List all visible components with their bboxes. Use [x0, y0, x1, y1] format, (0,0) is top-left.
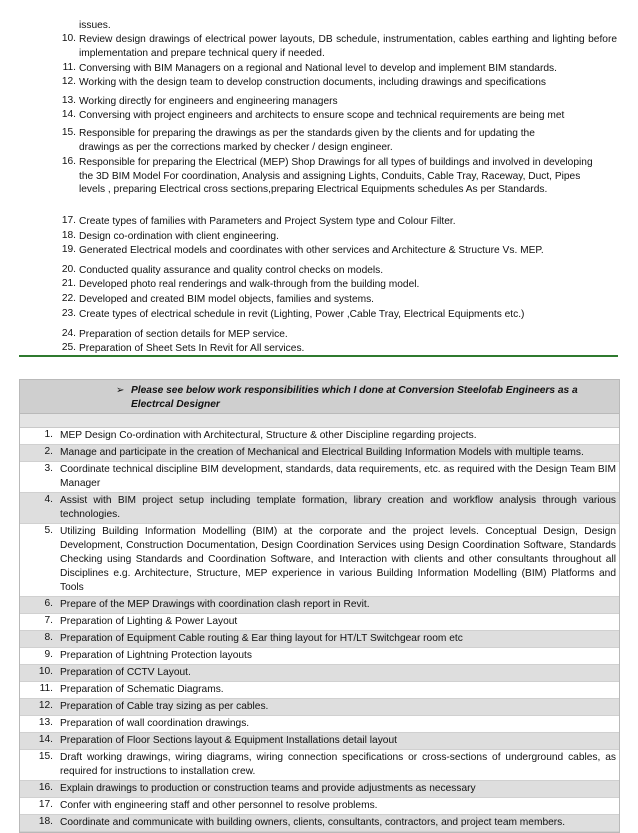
list-item-number: 14. — [61, 109, 76, 120]
row-text: Confer with engineering staff and other personnel to resolve problems. — [60, 800, 378, 811]
row-number: 11. — [39, 683, 53, 694]
row-text: Explain drawings to production or construction teams and provide adjustments as necessary — [60, 783, 476, 794]
list-item-text: Review design drawings of electrical power layouts, DB schedule, instrumentation, cables earthing and lighting before implementation and prepare technical query if needed. — [79, 34, 617, 59]
table-row — [20, 716, 619, 733]
table-row — [20, 733, 619, 750]
list-item-text: Preparation of section details for MEP service. — [79, 329, 288, 340]
table-row — [20, 524, 619, 597]
row-number: 9. — [44, 649, 53, 660]
list-item-text: Design co-ordination with client engineering. — [79, 231, 279, 242]
list-item-text: Conducted quality assurance and quality control checks on models. — [79, 265, 384, 276]
list-item-text: Create types of families with Parameters and Project System type and Colour Filter. — [79, 216, 456, 227]
list-item-number: 15. — [61, 127, 76, 138]
list-item-text: Working directly for engineers and engineering managers — [79, 96, 338, 107]
table-row — [20, 597, 619, 614]
row-text: Preparation of Equipment Cable routing & Ear thing layout for HT/LT Switchgear room etc — [60, 633, 463, 644]
row-number: 17. — [38, 799, 53, 810]
list-item-number: 21. — [61, 278, 76, 289]
row-text: Preparation of CCTV Layout. — [60, 667, 191, 678]
table-row — [20, 445, 619, 462]
list-item-number: 25. — [61, 342, 76, 353]
table-row — [20, 781, 619, 798]
row-text: Draft working drawings, wiring diagrams, wiring connection specifications or cross-sections of underground cables, as required for instructions to installation crew. — [60, 752, 616, 777]
list-item-text: Working with the design team to develop construction documents, including drawings and specifications — [79, 77, 546, 88]
table-row — [20, 631, 619, 648]
list-item-text: Conversing with project engineers and architects to ensure scope and technical requirements are being met — [79, 110, 565, 121]
row-text: Manage and participate in the creation of Mechanical and Electrical Building Information Models with multiple teams. — [60, 447, 584, 458]
table-row — [20, 462, 619, 493]
table-row — [20, 428, 619, 445]
table-row — [20, 665, 619, 682]
table-row — [20, 493, 619, 524]
row-text: Utilizing Building Information Modelling (BIM) at the corporate and the project levels. Conceptual Design, Design Development, Construction Documentation, Design Coordination Services using Design Coordination Software, Standards Checking using Standards and Coordination Software, and Interaction with clients and other consultants throughout all Disciplines e.g. Architecture, Structure, MEP experience in various Building Information Modelling (BIM) Platforms and Tools — [60, 526, 616, 593]
table-row — [20, 750, 619, 781]
list-item-text: Responsible for preparing the drawings as per the standards given by the clients and for updating the drawings as per the corrections marked by checker / design engineer. — [79, 128, 535, 153]
row-number: 3. — [44, 463, 53, 474]
row-number: 1. — [44, 429, 53, 440]
table-row — [20, 699, 619, 716]
list-item-number: 11. — [62, 62, 76, 73]
list-item-number: 10. — [61, 33, 76, 44]
row-number: 16. — [38, 782, 53, 793]
list-item-number: 17. — [61, 215, 76, 226]
spacer-row — [20, 414, 619, 428]
list-item-number: 22. — [61, 293, 76, 304]
row-number: 10. — [38, 666, 53, 677]
row-number: 8. — [44, 632, 53, 643]
row-number: 7. — [44, 615, 53, 626]
list-item-number: 16. — [61, 156, 76, 167]
list-item-text: Conversing with BIM Managers on a regional and National level to develop and implement BIM standards. — [79, 63, 557, 74]
row-text: Preparation of Floor Sections layout & Equipment Installations detail layout — [60, 735, 397, 746]
row-text: Preparation of Cable tray sizing as per cables. — [60, 701, 269, 712]
list-item-number: 20. — [61, 264, 76, 275]
row-text: Preparation of Schematic Diagrams. — [60, 684, 224, 695]
row-number: 2. — [44, 446, 53, 457]
row-number: 4. — [44, 494, 53, 505]
list-item-text: Preparation of Sheet Sets In Revit for All services. — [79, 343, 305, 354]
row-text: Prepare of the MEP Drawings with coordination clash report in Revit. — [60, 599, 370, 610]
list-item-text: issues. — [79, 20, 111, 31]
table-row — [20, 798, 619, 815]
row-number: 5. — [44, 525, 53, 536]
section-divider — [19, 355, 618, 357]
section-header — [20, 380, 619, 414]
row-number: 13. — [38, 717, 53, 728]
list-item-text: Developed and created BIM model objects, families and systems. — [79, 294, 375, 305]
responsibilities-table — [19, 379, 620, 833]
list-item-text: Developed photo real renderings and walk-through from the building model. — [79, 279, 420, 290]
list-item-number: 12. — [61, 76, 76, 87]
list-item-number: 13. — [61, 95, 76, 106]
row-text: Coordinate technical discipline BIM development, standards, data requirements, etc. as required with the Design Team BIM Manager — [60, 464, 616, 489]
row-text: Preparation of Lighting & Power Layout — [60, 616, 238, 627]
row-text: Coordinate and communicate with building owners, clients, consultants, contractors, and project team members. — [60, 817, 566, 828]
arrow-bullet-icon: ➢ — [116, 385, 125, 396]
row-number: 15. — [38, 751, 53, 762]
table-row — [20, 682, 619, 699]
row-number: 12. — [38, 700, 53, 711]
list-item-number: 18. — [61, 230, 76, 241]
table-row — [20, 614, 619, 631]
list-item-number: 23. — [61, 308, 76, 319]
list-item-number: 24. — [61, 328, 76, 339]
list-item-text: Generated Electrical models and coordinates with other services and Architecture & Structure Vs. MEP. — [79, 245, 544, 256]
list-item-text: Create types of electrical schedule in revit (Lighting, Power ,Cable Tray, Electrical Equipments etc.) — [79, 309, 525, 320]
row-text: Preparation of wall coordination drawings. — [60, 718, 250, 729]
row-text: Preparation of Lightning Protection layouts — [60, 650, 252, 661]
row-text: MEP Design Co-ordination with Architectural, Structure & other Discipline regarding projects. — [60, 430, 477, 441]
row-text: Assist with BIM project setup including template formation, library creation and workflow analysis through various technologies. — [60, 495, 616, 520]
row-number: 14. — [38, 734, 53, 745]
row-number: 18. — [38, 816, 53, 827]
section-heading: Please see below work responsibilities which I done at Conversion Steelofab Engineers as a Electrcal Designer — [131, 385, 578, 410]
list-item-number: 19. — [61, 244, 76, 255]
list-item-text: Responsible for preparing the Electrical (MEP) Shop Drawings for all types of buildings and involved in developing the 3D BIM Model For coordination, Analysis and assigning Lights, Conduits, Cable Tray, Raceway, Duct, Pipes levels , preparing Electrical cross sections,preparing Electrical Equipments schedules As per Standards. — [79, 157, 593, 195]
table-row — [20, 815, 619, 832]
row-number: 6. — [44, 598, 53, 609]
table-row — [20, 648, 619, 665]
